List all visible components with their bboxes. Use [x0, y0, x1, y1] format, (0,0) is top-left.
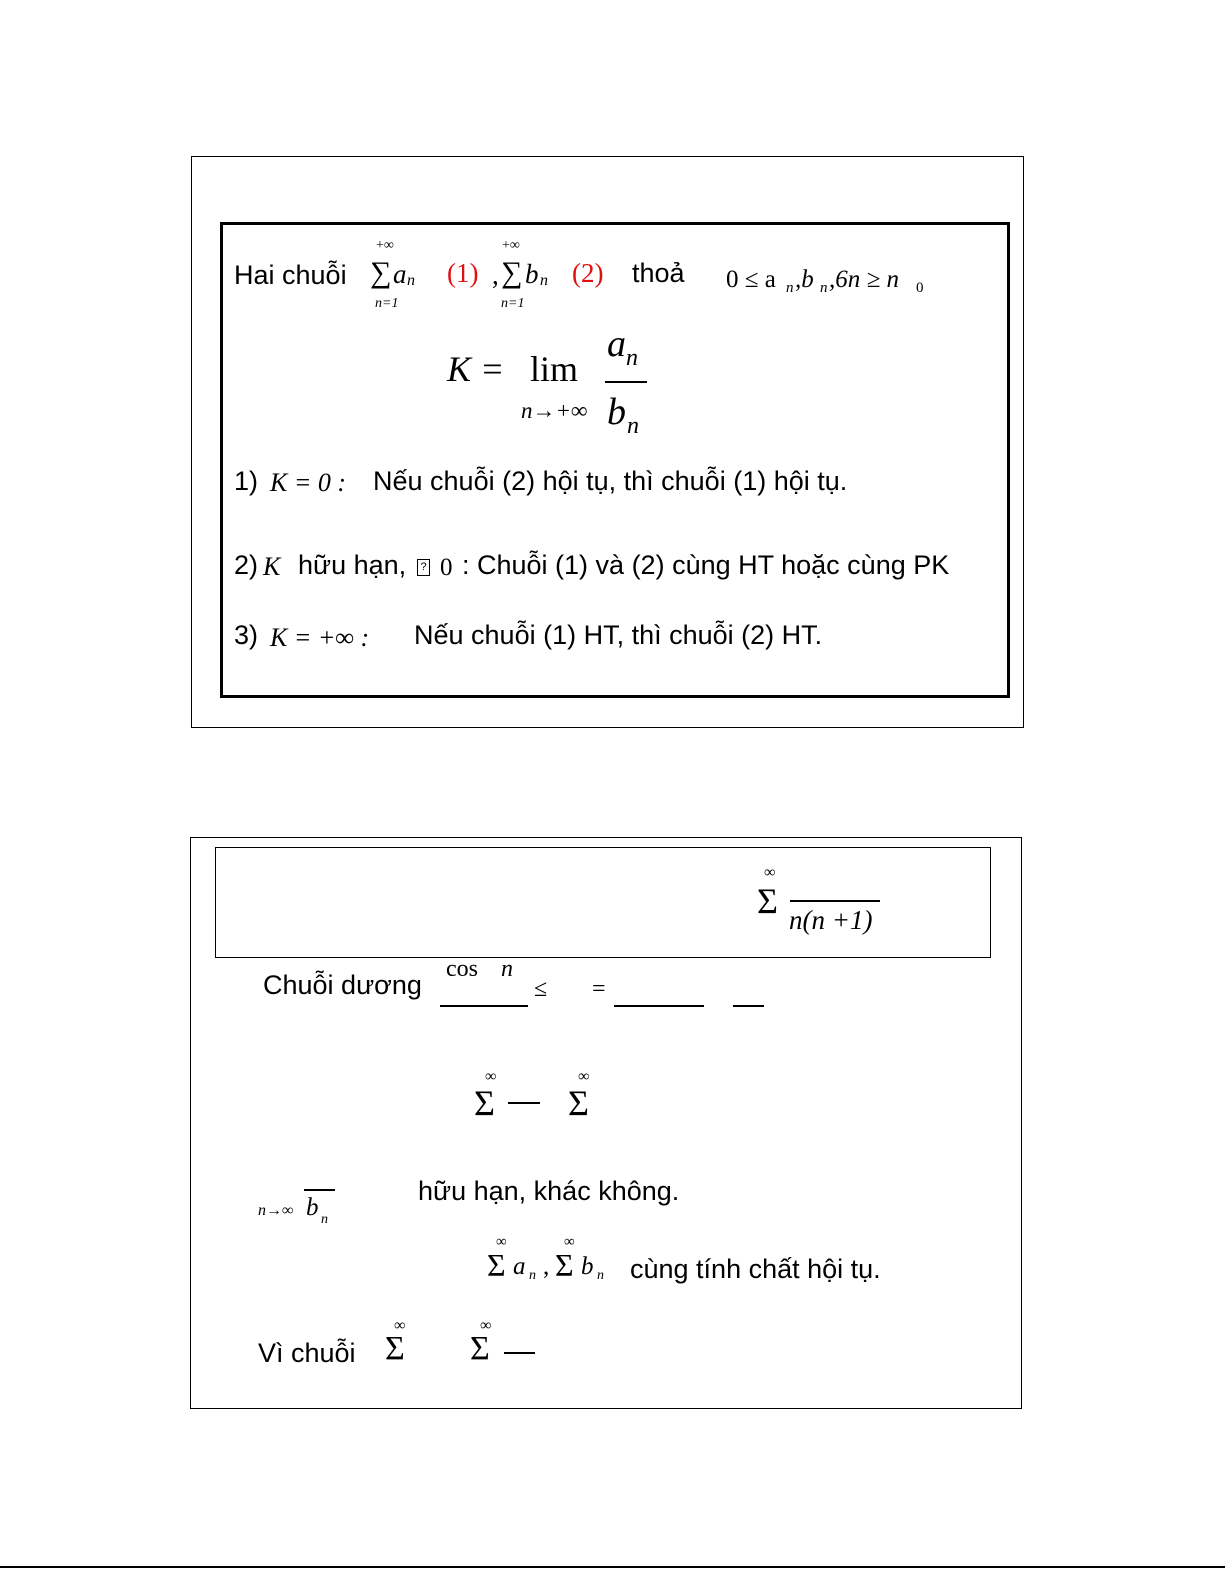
sum-b-sigma: Σ [568, 1083, 589, 1123]
lim-frac-den: b [306, 1194, 319, 1221]
because-label: Vì chuỗi [258, 1338, 356, 1368]
cos-n: n [501, 956, 513, 982]
sum2-upper: +∞ [502, 238, 520, 253]
sum1-term-sub: n [407, 272, 415, 289]
item2-number: 2) [234, 550, 259, 580]
intro-label: Hai chuỗi [234, 260, 347, 290]
cos-text: cos [446, 956, 478, 982]
lim-frac-bar [304, 1189, 335, 1191]
condition-rest: ,6n ≥ n [829, 266, 899, 293]
item2-math: K [263, 552, 281, 581]
series-b-sigma: Σ [555, 1247, 574, 1283]
rhs-frac-bar-2 [733, 1005, 764, 1007]
sum1-upper: +∞ [376, 238, 394, 253]
leq-sign: ≤ [534, 976, 548, 1002]
series2-tag: (2) [572, 258, 604, 288]
cos-frac-bar [440, 1005, 528, 1007]
sum1-lower: n=1 [375, 296, 399, 311]
limit-frac-bar [605, 381, 647, 383]
because-sum2-upper: ∞ [480, 1317, 492, 1334]
item1-text: Nếu chuỗi (2) hội tụ, thì chuỗi (1) hội tụ. [373, 466, 848, 496]
page-bottom-rule [0, 1566, 1225, 1568]
lim-frac-den-sub: n [321, 1212, 328, 1227]
series-a-term: a [513, 1253, 526, 1280]
satisfy-label: thoả [632, 258, 685, 288]
sum2-term-sub: n [540, 272, 548, 289]
rhs-frac-bar-1 [614, 1005, 704, 1007]
series-comma: , [492, 260, 499, 290]
finite-text: hữu hạn, khác không. [418, 1176, 680, 1206]
item2-text-b: : Chuỗi (1) và (2) cùng HT hoặc cùng PK [462, 550, 950, 580]
positive-series-label: Chuỗi dương [263, 970, 422, 1000]
header-sum-upper: ∞ [764, 864, 776, 881]
limit-frac-den: b [607, 391, 626, 433]
sum2-term: b [525, 259, 539, 289]
header-frac-den: n(n +1) [789, 905, 873, 935]
because-sum1-upper: ∞ [394, 1317, 406, 1334]
sum-b-upper: ∞ [578, 1068, 590, 1085]
limit-lim: lim [530, 349, 579, 389]
series-a-sub: n [529, 1268, 536, 1283]
item2-text-a: hữu hạn, [298, 550, 407, 580]
item2-zero: 0 [440, 554, 453, 581]
limit-frac-num-sub: n [626, 345, 638, 371]
same-convergence-text: cùng tính chất hội tụ. [630, 1254, 881, 1284]
because-frac-bar [504, 1352, 535, 1354]
condition-zero: 0 [916, 280, 924, 296]
item3-number: 3) [234, 620, 259, 650]
series-b-upper: ∞ [564, 1234, 575, 1250]
sum-a-upper: ∞ [485, 1068, 497, 1085]
limit-sub: n→+∞ [521, 398, 588, 423]
because-sum1-sigma: Σ [385, 1330, 405, 1367]
condition-sub-1: n [786, 280, 794, 296]
condition-sub-2: n [820, 280, 828, 296]
item3-math: K = +∞ : [270, 623, 370, 652]
limit-frac-den-sub: n [627, 413, 639, 439]
item1-number: 1) [234, 466, 259, 496]
sum2-lower: n=1 [501, 296, 525, 311]
example-header-box [215, 847, 991, 958]
condition-start: 0 ≤ a [726, 266, 776, 293]
because-sum2-sigma: Σ [470, 1330, 490, 1367]
series-a-upper: ∞ [496, 1234, 507, 1250]
missing-glyph-icon: ? [417, 559, 430, 576]
series-b-term: b [581, 1253, 594, 1280]
lim-sub-small: n→∞ [258, 1202, 294, 1219]
series-comma-2: , [543, 1253, 550, 1280]
sum-a-sigma: Σ [474, 1083, 495, 1123]
sum1-sigma: ∑ [370, 256, 392, 289]
limit-frac-num: a [607, 323, 626, 365]
series-b-sub: n [597, 1268, 604, 1283]
sum1-term: a [393, 259, 407, 289]
eq-sign: = [592, 976, 606, 1002]
series1-tag: (1) [447, 258, 479, 288]
sum2-sigma: ∑ [501, 256, 523, 289]
limit-K: K = [447, 349, 505, 389]
condition-b: ,b [795, 266, 814, 293]
item3-text: Nếu chuỗi (1) HT, thì chuỗi (2) HT. [414, 620, 823, 650]
header-sigma: Σ [757, 881, 778, 921]
series-a-sigma: Σ [487, 1247, 506, 1283]
sum-a-frac-bar [508, 1102, 540, 1104]
item1-math: K = 0 : [270, 468, 347, 497]
header-frac-bar [790, 900, 880, 902]
